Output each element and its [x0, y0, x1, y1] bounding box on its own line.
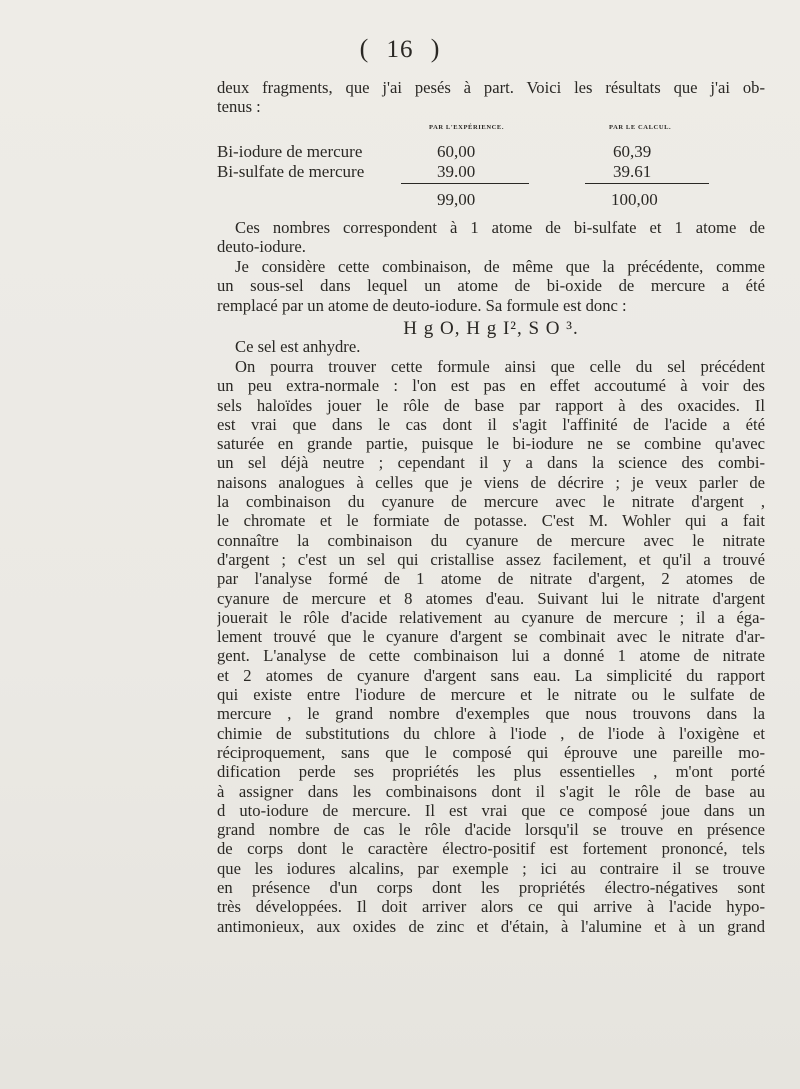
text-line: d'argent ; c'est un sel qui cristallise assez facilement, et qu'il a trouvé [217, 549, 765, 569]
text-line: un peu extra-normale : l'on est pas en effet accoutumé à voir des [217, 376, 765, 396]
text-line: sels haloïdes jouer le rôle de base par rapport à des oxacides. Il [217, 395, 765, 415]
text-line: un sel déjà neutre ; cependant il y a dans la science des combi- [217, 453, 765, 473]
text-line: Ces nombres correspondent à 1 atome de bi-sulfate et 1 atome de [235, 218, 765, 237]
sum-rule-calcul [585, 183, 709, 184]
folio-number: 16 [386, 36, 414, 63]
value-experience: 60,00 [437, 142, 476, 161]
paragraph [217, 357, 765, 936]
text-line: deux fragments, que j'ai pesés à part. Voici les résultats que j'ai ob- [217, 78, 765, 97]
text-line: naisons analogues à celles que je viens de décrire ; je veux parler de [217, 472, 765, 492]
text-line: saturée en grande partie, puisque le bi-iodure ne se combine qu'avec [217, 434, 765, 454]
text-line: chimie de substitutions du chlore à l'iode , de l'iode à l'oxigène et [217, 723, 765, 743]
total-calcul: 100,00 [611, 190, 658, 209]
text-line: d uto-iodure de mercure. Il est vrai que ce composé joue dans un [217, 800, 765, 820]
text-line: de corps dont le caractère électro-positif est fortement prononcé, tels [217, 839, 765, 859]
text-line: la combinaison du cyanure de mercure avec le nitrate d'argent , [217, 492, 765, 512]
row-label: Bi-iodure de mercure [217, 142, 363, 161]
text-line: en présence d'un corps dont les propriétés électro-négatives sont [217, 878, 765, 898]
text-line: Je considère cette combinaison, de même que la précédente, comme [235, 257, 765, 276]
results-table [217, 124, 765, 214]
text-line: le chromate et le formiate de potasse. C'est M. Wohler qui a fait [217, 511, 765, 531]
value-calcul: 39.61 [613, 162, 652, 181]
table-row [217, 162, 765, 182]
sum-rule-experience [401, 183, 529, 184]
column-header-calcul: PAR LE CALCUL. [609, 124, 672, 131]
table-row [217, 142, 765, 162]
text-line: cyanure de mercure et 8 atomes d'eau. Suivant lui le nitrate d'argent [217, 588, 765, 608]
text-line: à assigner dans les combinaisons dont il s'agit le rôle de base au [217, 781, 765, 801]
text-line: lement trouvé que le cyanure d'argent se combinait avec le nitrate d'ar- [217, 627, 765, 647]
text-line: On pourra trouver cette formule ainsi que celle du sel précédent [235, 357, 765, 376]
row-label: Bi-sulfate de mercure [217, 162, 365, 181]
text-line: et 2 atomes de cyanure d'argent sans eau. La simplicité du rapport [217, 665, 765, 685]
text-line: tenus : [217, 97, 261, 117]
paragraph [217, 337, 765, 356]
value-experience: 39.00 [437, 162, 476, 181]
text-line: remplacé par un atome de deuto-iodure. Sa formule est donc : [217, 295, 627, 315]
text-line: jouerait le rôle d'acide relativement au cyanure de mercure ; il a éga- [217, 607, 765, 627]
text-line: très développées. Il doit arriver alors ce qui arrive à l'acide hypo- [217, 897, 765, 917]
paragraph [217, 257, 765, 315]
folio-open-paren: ( [359, 34, 370, 63]
text-line: par l'analyse formé de 1 atome de nitrate d'argent, 2 atomes de [217, 569, 765, 589]
intro-paragraph [217, 78, 765, 117]
text-line: antimonieux, aux oxides de zinc et d'étain, à l'alumine et à un grand [217, 916, 765, 936]
text-line: que les iodures alcalins, par exemple ; ici au contraire il se trouve [217, 858, 765, 878]
chemical-formula: H g O, H g I², S O ³. [403, 318, 579, 339]
value-calcul: 60,39 [613, 142, 652, 161]
text-line: mercure , le grand nombre d'exemples que nous trouvons dans la [217, 704, 765, 724]
text-line: connaître la combinaison du cyanure de mercure avec le nitrate [217, 530, 765, 550]
text-line: grand nombre de cas le rôle d'acide lorsqu'il se trouve en présence [217, 820, 765, 840]
text-line: est vrai que dans le cas dont il s'agit l'affinité de l'acide a été [217, 414, 765, 434]
paragraph [217, 218, 765, 257]
text-line: dification perde ses propriétés les plus essentielles , m'ont porté [217, 762, 765, 782]
folio-close-paren: ) [430, 34, 441, 63]
total-experience: 99,00 [437, 190, 476, 209]
text-line: Ce sel est anhydre. [235, 337, 361, 356]
text-line: qui existe entre l'iodure de mercure et le nitrate ou le sulfate de [217, 685, 765, 705]
text-line: un sous-sel dans lequel un atome de bi-oxide de mercure a été [217, 276, 765, 296]
column-header-experience: PAR L'EXPÉRIENCE. [429, 124, 505, 131]
text-line: réciproquement, sans que le composé qui éprouve une pareille mo- [217, 742, 765, 762]
text-line: gent. L'analyse de cette combinaison lui a donné 1 atome de nitrate [217, 646, 765, 666]
page-number [0, 34, 800, 64]
text-line: deuto-iodure. [217, 237, 306, 257]
